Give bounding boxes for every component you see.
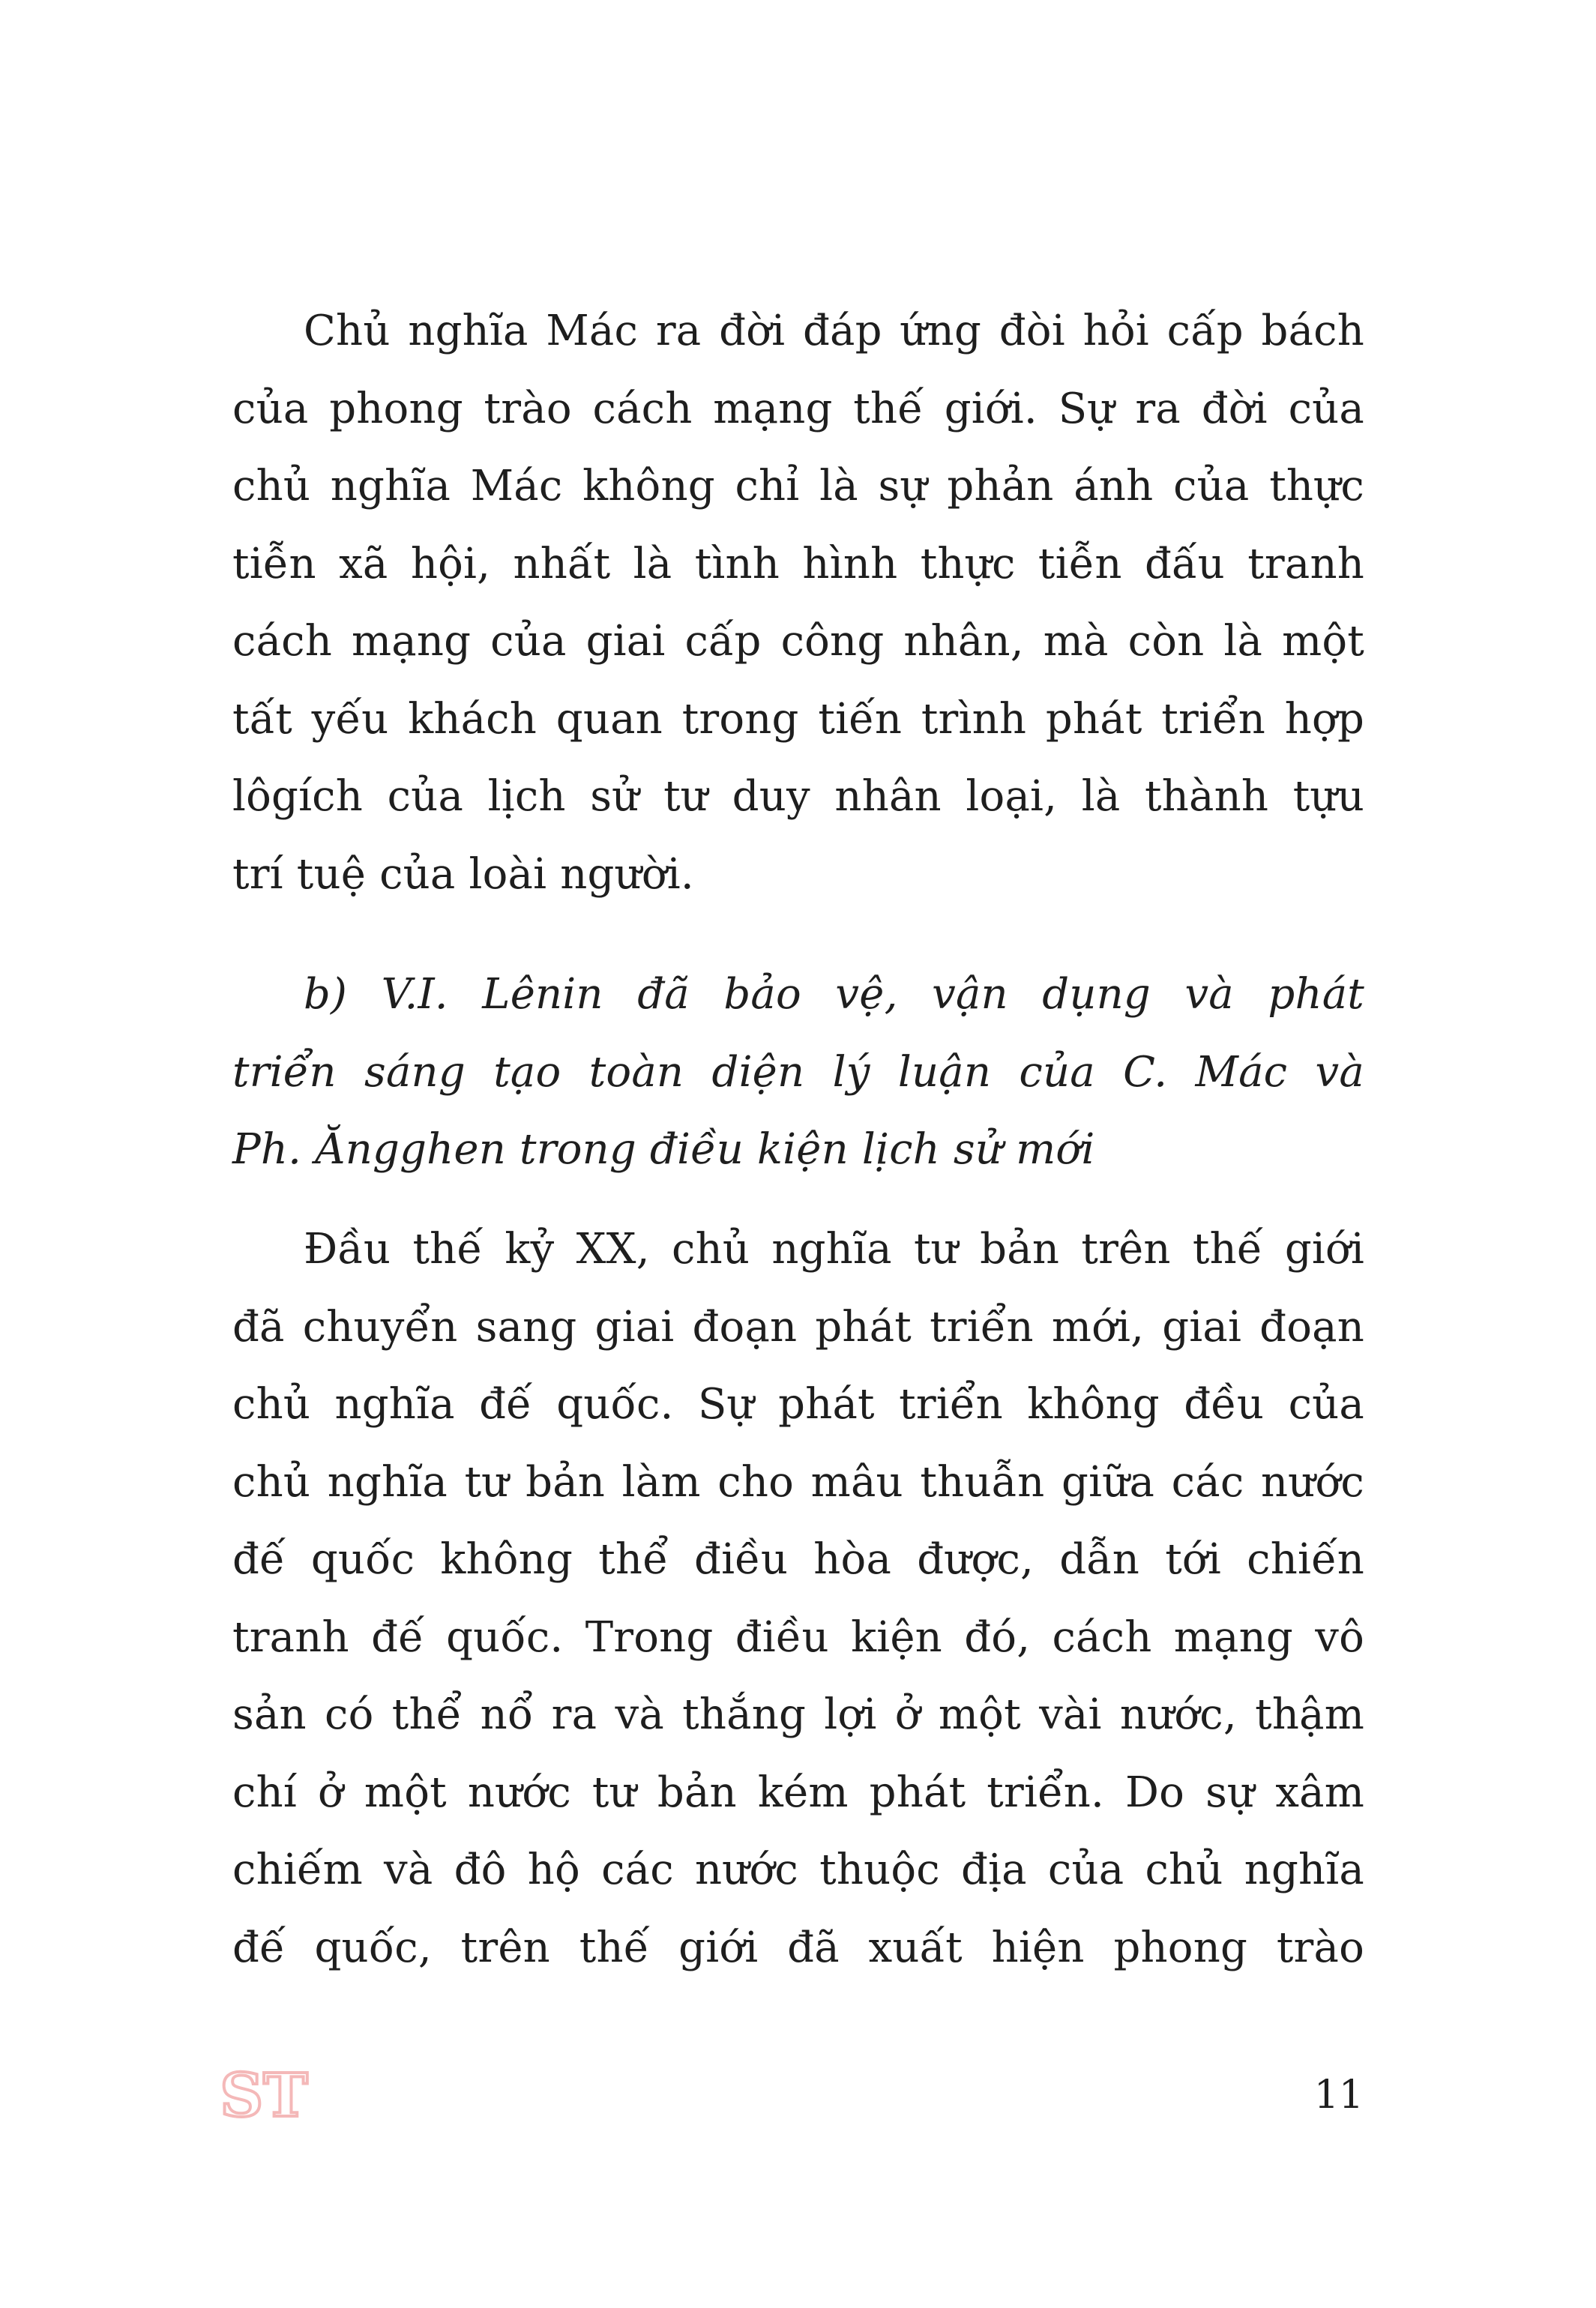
heading-line: b) V.I. Lênin đã bảo vệ, vận dụng và phát bbox=[304, 970, 1364, 1019]
text-line: đã chuyển sang giai đoạn phát triển mới, giai đoạn bbox=[232, 1302, 1364, 1352]
text-line: chủ nghĩa Mác không chỉ là sự phản ánh của thực bbox=[232, 462, 1364, 510]
text-line: trí tuệ của loài người. bbox=[232, 849, 694, 899]
text-line: chí ở một nước tư bản kém phát triển. Do sự xâm bbox=[232, 1768, 1364, 1817]
text-line: đế quốc, trên thế giới đã xuất hiện phong trào bbox=[232, 1923, 1364, 1972]
page-number: 11 bbox=[1313, 2073, 1364, 2118]
text-line: chủ nghĩa tư bản làm cho mâu thuẫn giữa các nước bbox=[232, 1457, 1364, 1507]
heading-line: Ph. Ăngghen trong điều kiện lịch sử mới bbox=[232, 1125, 1095, 1174]
text-line: Chủ nghĩa Mác ra đời đáp ứng đòi hỏi cấp bách bbox=[304, 307, 1364, 355]
logo-lettering: ST bbox=[220, 2060, 308, 2130]
text-line: lôgích của lịch sử tư duy nhân loại, là thành tựu bbox=[232, 772, 1364, 821]
text-line: tất yếu khách quan trong tiến trình phát triển hợp bbox=[232, 694, 1364, 744]
section-heading-b bbox=[232, 956, 1364, 1189]
heading-line: triển sáng tạo toàn diện lý luận của C. Mác và bbox=[232, 1047, 1364, 1097]
text-line: tranh đế quốc. Trong điều kiện đó, cách mạng vô bbox=[232, 1612, 1364, 1662]
text-line: cách mạng của giai cấp công nhân, mà còn là một bbox=[232, 617, 1364, 666]
text-line: tiễn xã hội, nhất là tình hình thực tiễn đấu tranh bbox=[232, 539, 1364, 588]
text-line: đế quốc không thể điều hòa được, dẫn tới chiến bbox=[232, 1535, 1364, 1584]
publisher-logo-icon bbox=[220, 2058, 308, 2130]
text-line: chủ nghĩa đế quốc. Sự phát triển không đều của bbox=[232, 1380, 1364, 1429]
text-line: sản có thể nổ ra và thắng lợi ở một vài nước, thậm bbox=[232, 1690, 1364, 1739]
text-line: của phong trào cách mạng thế giới. Sự ra đời của bbox=[232, 384, 1364, 433]
text-line: chiếm và đô hộ các nước thuộc địa của chủ nghĩa bbox=[232, 1846, 1364, 1894]
paragraph-1 bbox=[232, 292, 1364, 913]
text-line: Đầu thế kỷ XX, chủ nghĩa tư bản trên thế giới bbox=[304, 1225, 1364, 1274]
paragraph-2 bbox=[232, 1211, 1364, 1986]
